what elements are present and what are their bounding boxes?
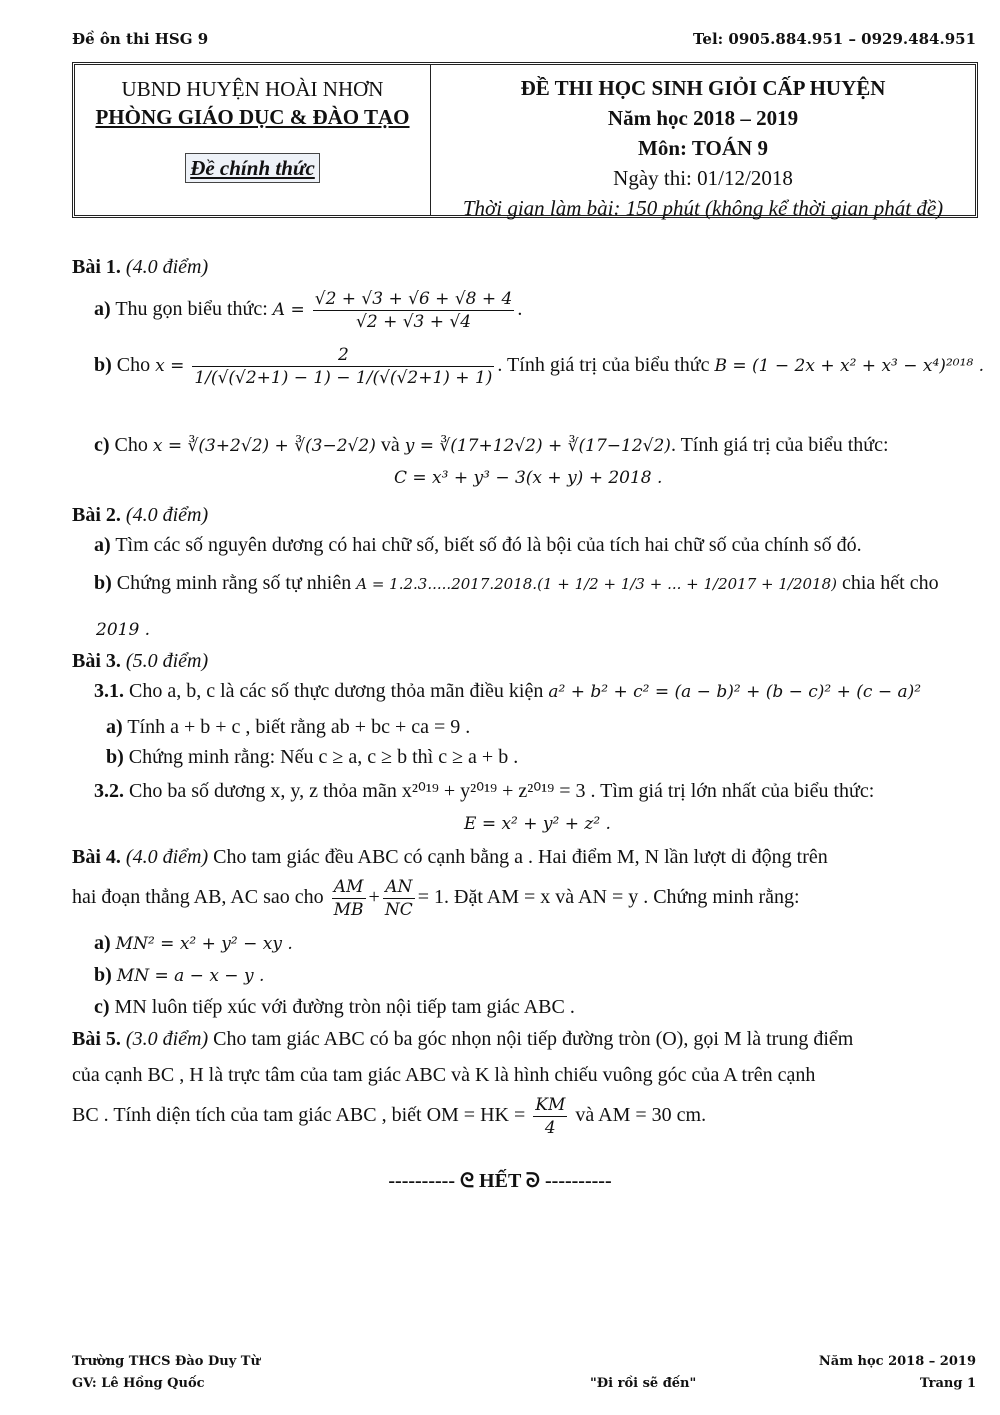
problem-1c: c) Cho x = ∛(3+2√2) + ∛(3−2√2) và y = ∛(17+12√2) + ∛(17−12√2). Tính giá trị của biểu thức:	[94, 434, 889, 456]
problem-1a: a) Thu gọn biểu thức: A = $\frac{√2 + √3 + √6 + √8 + 4}{√2 + √3 + √4}$ .	[94, 289, 523, 332]
problem-5-line2: của cạnh BC , H là trực tâm của tam giác ABC và K là hình chiếu vuông góc của A trên cạnh	[72, 1064, 816, 1086]
problem-2b: b) Chứng minh rằng số tự nhiên A = 1.2.3.....2017.2018.(1 + 1/2 + 1/3 + ... + 1/2017 + 1/2018) chia hết cho	[94, 572, 939, 594]
exam-title: ĐỀ THI HỌC SINH GIỎI CẤP HUYỆN	[520, 76, 886, 100]
end-mark: ---------- ᘓ HẾT ᘐ ----------	[388, 1170, 612, 1192]
exam-duration: Thời gian làm bài: 150 phút (không kể thời gian phát đề)	[462, 196, 944, 220]
problem-3-2: 3.2. Cho ba số dương x, y, z thỏa mãn x²⁰¹⁹ + y²⁰¹⁹ + z²⁰¹⁹ = 3 . Tìm giá trị lớn nhất của biểu thức:	[94, 780, 875, 802]
problem-3-2-expr: E = x² + y² + z² .	[464, 814, 611, 834]
header-right: Tel: 0905.884.951 – 0929.484.951	[692, 30, 976, 48]
problem-4c: c) MN luôn tiếp xúc với đường tròn nội tiếp tam giác ABC .	[94, 996, 575, 1018]
problem-2b-cont: 2019 .	[96, 620, 151, 640]
title-box-left	[75, 65, 431, 215]
problem-1c-expr: C = x³ + y³ − 3(x + y) + 2018 .	[394, 468, 663, 488]
school-year: Năm học 2018 – 2019	[607, 106, 799, 130]
org-name: UBND HUYỆN HOÀI NHƠN	[121, 77, 384, 101]
problem-3-1b: b) Chứng minh rằng: Nếu c ≥ a, c ≥ b thì c ≥ a + b .	[106, 746, 519, 768]
footer-page: Trang 1	[919, 1376, 976, 1391]
footer-teacher: GV: Lê Hồng Quốc	[72, 1376, 205, 1391]
problem-2-heading: Bài 2. (4.0 điểm)	[72, 504, 209, 526]
exam-date: Ngày thi: 01/12/2018	[613, 166, 793, 190]
footer-school: Trường THCS Đào Duy Từ	[72, 1354, 260, 1369]
subject: Môn: TOÁN 9	[638, 136, 768, 160]
problem-1b: b) Cho x = $\frac{2}{1/(√(√2+1) - 1) - 1/(√(√2+1) + 1)}$ . Tính giá trị của biểu thức B = (1 − 2x + x² + x³ − x⁴)²⁰¹⁸ .	[94, 345, 985, 388]
official-label: Đề chính thức	[185, 153, 320, 183]
problem-4-line2: hai đoạn thẳng AB, AC sao cho $\frac{AM}{MB}$ + $\frac{AN}{NC}$ = 1. Đặt AM = x và AN = y . Chứng minh rằng:	[72, 877, 800, 920]
problem-3-1: 3.1. Cho a, b, c là các số thực dương thỏa mãn điều kiện a² + b² + c² = (a − b)² + (b − c)² + (c − a)²	[94, 680, 922, 702]
problem-4b: b) MN = a − x − y .	[94, 964, 265, 986]
header-left: Đề ôn thi HSG 9	[72, 30, 209, 48]
title-box	[72, 62, 978, 218]
problem-5-heading: Bài 5. (3.0 điểm) Cho tam giác ABC có ba góc nhọn nội tiếp đường tròn (O), gọi M là trung điểm	[72, 1028, 854, 1050]
problem-2a: a) Tìm các số nguyên dương có hai chữ số, biết số đó là bội của tích hai chữ số của chính số đó.	[94, 534, 862, 556]
problem-3-1a: a) Tính a + b + c , biết rằng ab + bc + ca = 9 .	[106, 716, 471, 738]
problem-4-heading: Bài 4. (4.0 điểm) Cho tam giác đều ABC có cạnh bằng a . Hai điểm M, N lần lượt di động trên	[72, 846, 828, 868]
problem-3-heading: Bài 3. (5.0 điểm)	[72, 650, 209, 672]
department-name: PHÒNG GIÁO DỤC & ĐÀO TẠO	[95, 105, 410, 129]
title-box-right	[431, 65, 975, 220]
problem-4a: a) MN² = x² + y² − xy .	[94, 932, 293, 954]
problem-5-line3: BC . Tính diện tích của tam giác ABC , biết OM = HK = $\frac{KM}{4}$ và AM = 30 cm.	[72, 1095, 707, 1138]
footer-motto: "Đi rồi sẽ đến"	[590, 1376, 697, 1391]
problem-1-heading: Bài 1. (4.0 điểm)	[72, 256, 209, 278]
footer-year: Năm học 2018 – 2019	[818, 1354, 976, 1369]
